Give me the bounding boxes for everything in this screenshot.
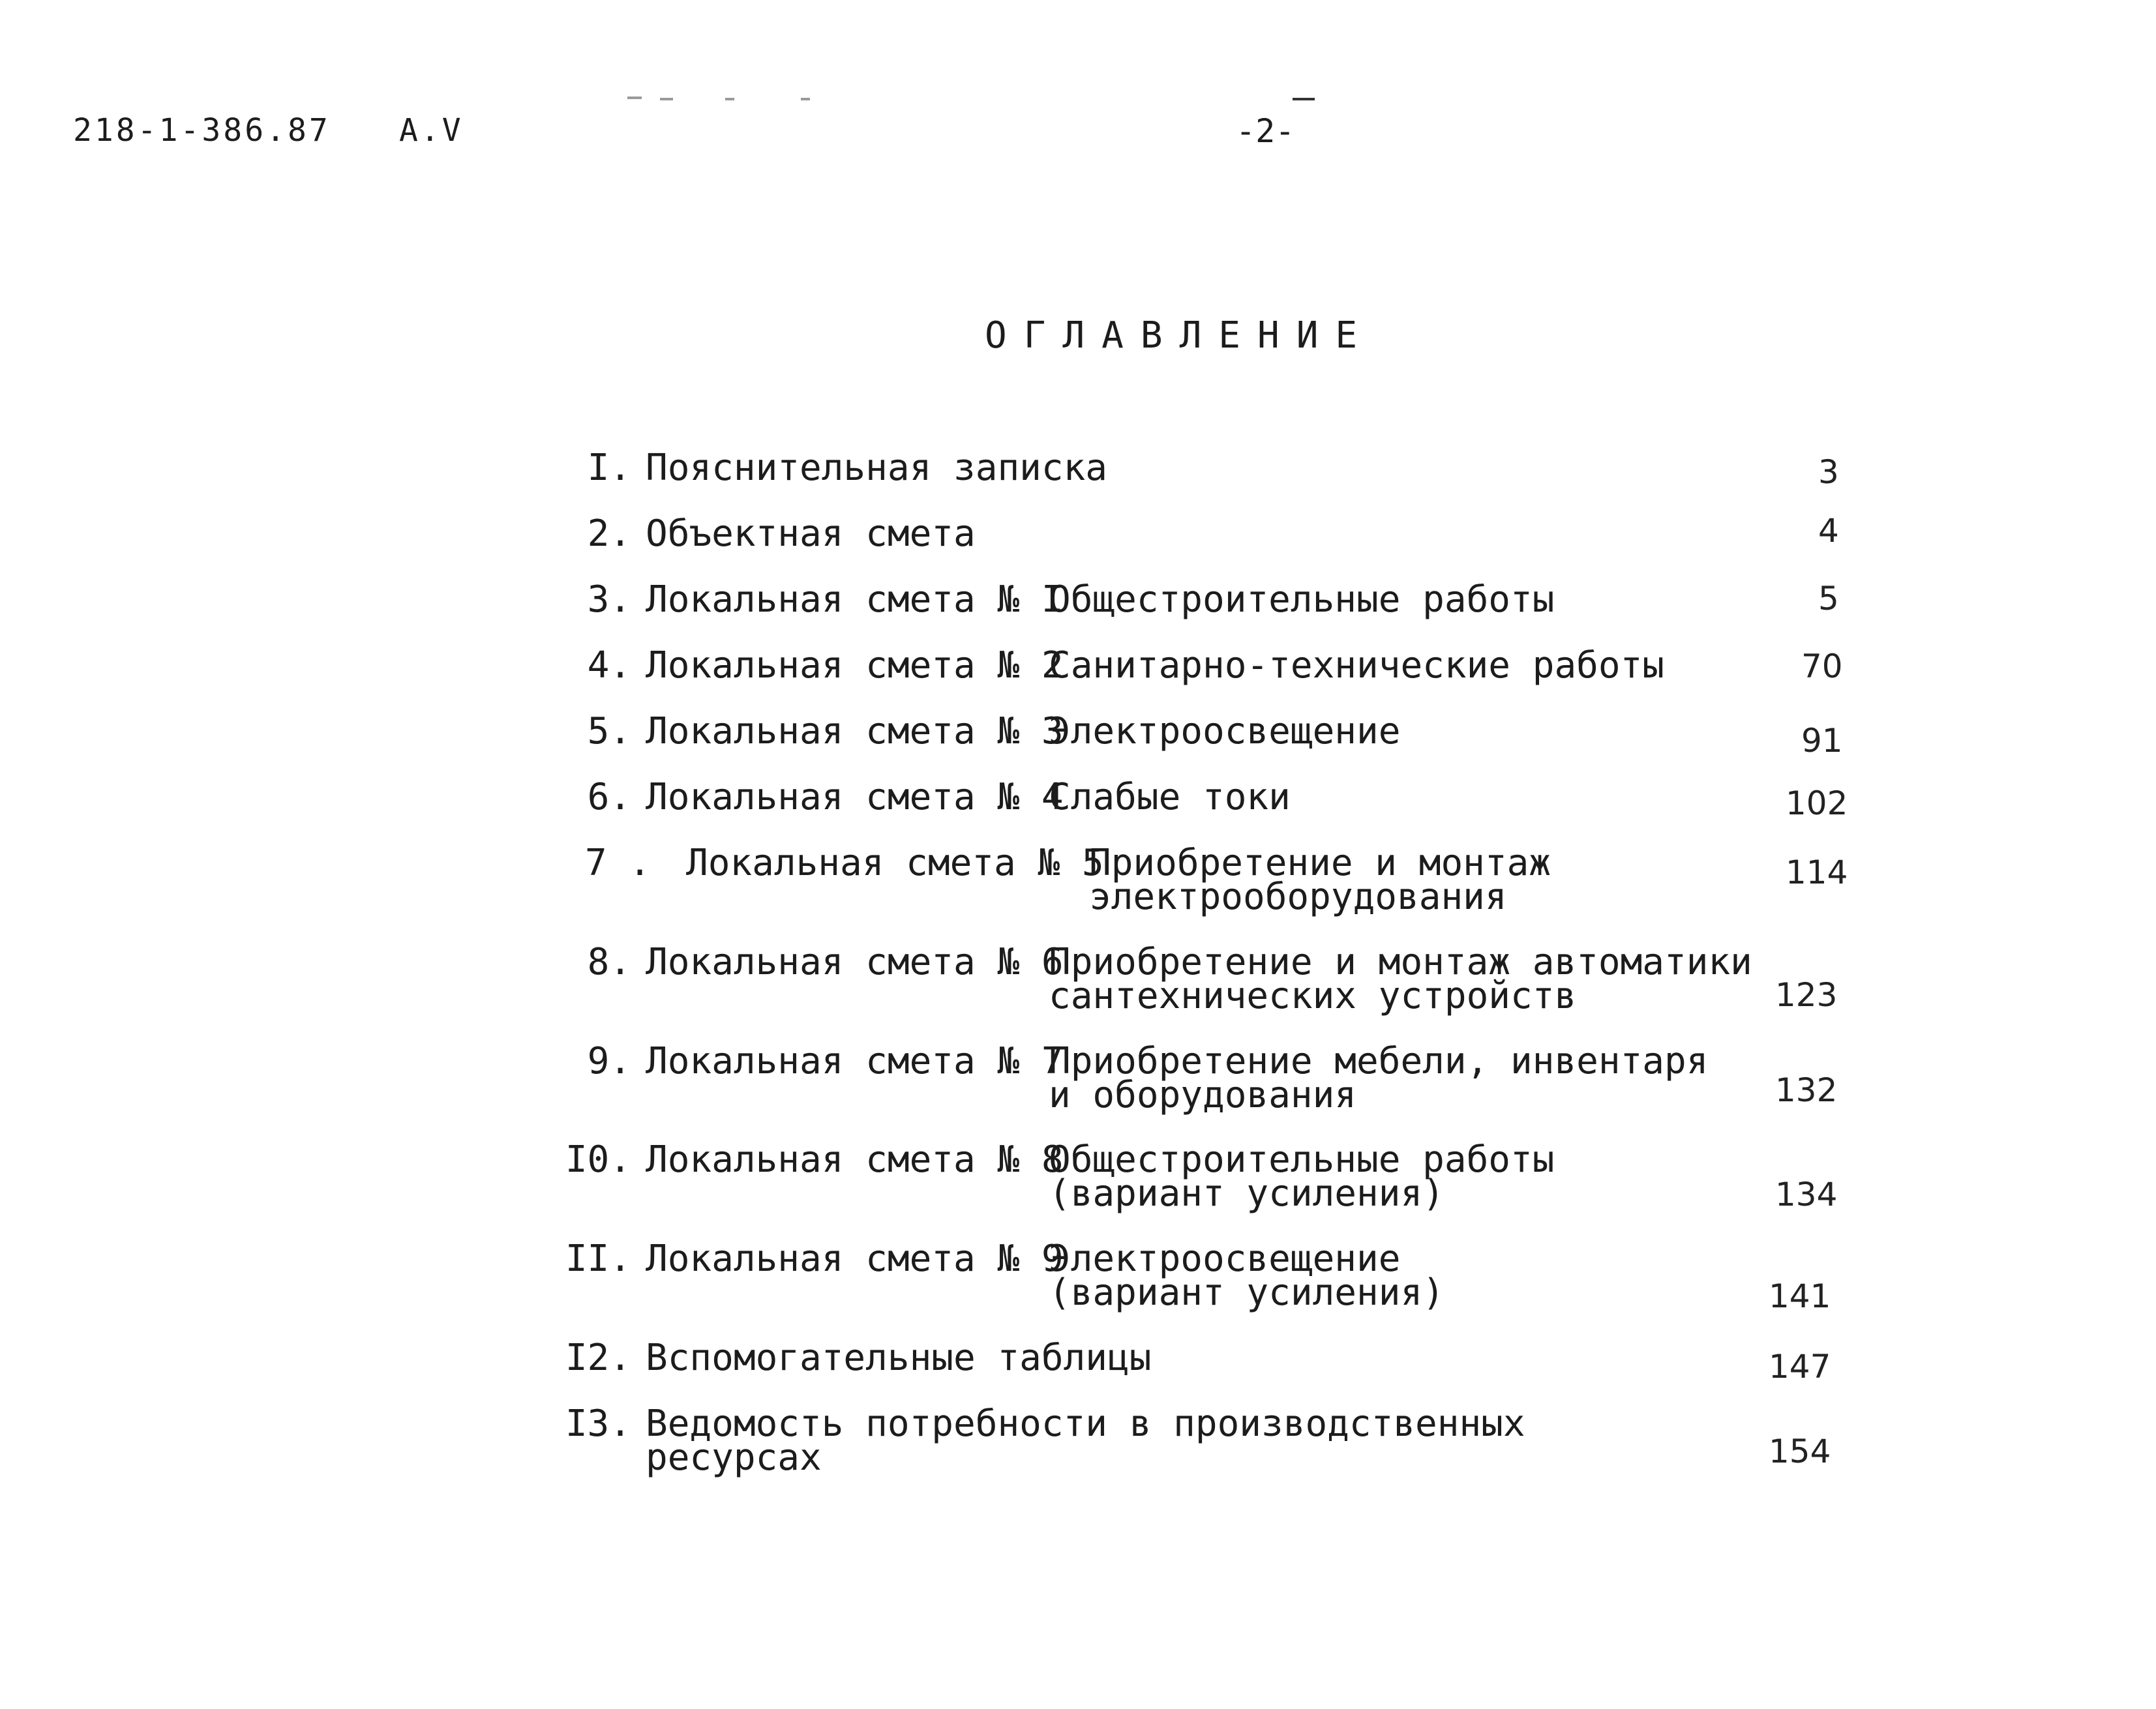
toc-item-page: 141 — [1769, 1277, 1831, 1315]
toc-item-page: 114 — [1786, 854, 1848, 891]
toc-item-estimate: Локальная смета № 8 — [646, 1138, 1064, 1181]
toc-item-page: 134 — [1775, 1176, 1838, 1213]
toc-item-number: 9. — [587, 1040, 631, 1082]
toc-item-title: Вспомогательные таблицы — [646, 1337, 1152, 1379]
toc-item-page: 147 — [1769, 1348, 1831, 1386]
toc-item-page: 3 — [1818, 453, 1839, 491]
toc-item-number: 8. — [587, 941, 631, 983]
toc-item-title: Общестроительные работы — [1049, 578, 1555, 621]
toc-item-number: 3. — [587, 578, 631, 621]
toc-item-estimate: Локальная смета № 7 — [646, 1040, 1064, 1082]
toc-item-page: 4 — [1818, 512, 1839, 550]
toc-item-page: 91 — [1801, 722, 1843, 760]
toc-item-estimate: Локальная смета № 2 — [646, 644, 1064, 687]
toc-item-estimate: Локальная смета № 6 — [646, 941, 1064, 983]
toc-item-title: Приобретение и монтаж электрооборудования — [1089, 842, 1551, 918]
toc-item-estimate: Локальная смета № 9 — [646, 1238, 1064, 1280]
toc-item-estimate: Локальная смета № I — [646, 578, 1064, 621]
toc-item-page: 132 — [1775, 1071, 1838, 1109]
toc-item-title: Ведомость потребности в производственных ресурсах — [646, 1403, 1525, 1479]
toc-item-estimate: Локальная смета № 5 — [686, 842, 1104, 884]
toc-item-number: I2. — [565, 1337, 631, 1379]
toc-item-number: II. — [565, 1238, 631, 1280]
toc-item-page: 70 — [1801, 647, 1843, 685]
toc-item-title: Электроосвещение — [1049, 710, 1401, 752]
toc-item-number: 7 . — [584, 842, 651, 884]
page-number: -2- — [1236, 112, 1295, 150]
toc-item-title: Слабые токи — [1049, 776, 1291, 818]
toc-item-title: Пояснительная записка — [646, 447, 1108, 489]
toc-item-page: 123 — [1775, 976, 1838, 1014]
toc-item-title: Приобретение мебели, инвентаря и оборудования — [1049, 1040, 1709, 1116]
toc-item-number: 2. — [587, 513, 631, 555]
toc-item-title: Приобретение и монтаж автоматики сантехнических устройств — [1049, 941, 1752, 1017]
toc-item-page: 5 — [1818, 580, 1839, 617]
toc-item-number: I3. — [565, 1403, 631, 1445]
toc-item-number: I. — [587, 447, 631, 489]
toc-item-estimate: Локальная смета № 4 — [646, 776, 1064, 818]
toc-item-number: 6. — [587, 776, 631, 818]
toc-item-page: 102 — [1786, 784, 1848, 822]
toc-item-title: Санитарно-технические работы — [1049, 644, 1665, 687]
document-title: ОГЛАВЛЕНИЕ — [985, 314, 1375, 357]
toc-item-number: 4. — [587, 644, 631, 687]
toc-item-page: 154 — [1769, 1433, 1831, 1470]
toc-item-title: Объектная смета — [646, 513, 976, 555]
toc-item-estimate: Локальная смета № 3 — [646, 710, 1064, 752]
document-code: 218-1-386.87 — [73, 112, 331, 149]
toc-item-title: Общестроительные работы (вариант усиления) — [1049, 1138, 1555, 1215]
album-number: A.V — [399, 112, 464, 149]
toc-item-number: 5. — [587, 710, 631, 752]
toc-item-number: I0. — [565, 1138, 631, 1181]
toc-item-title: Электроосвещение (вариант усиления) — [1049, 1238, 1445, 1314]
